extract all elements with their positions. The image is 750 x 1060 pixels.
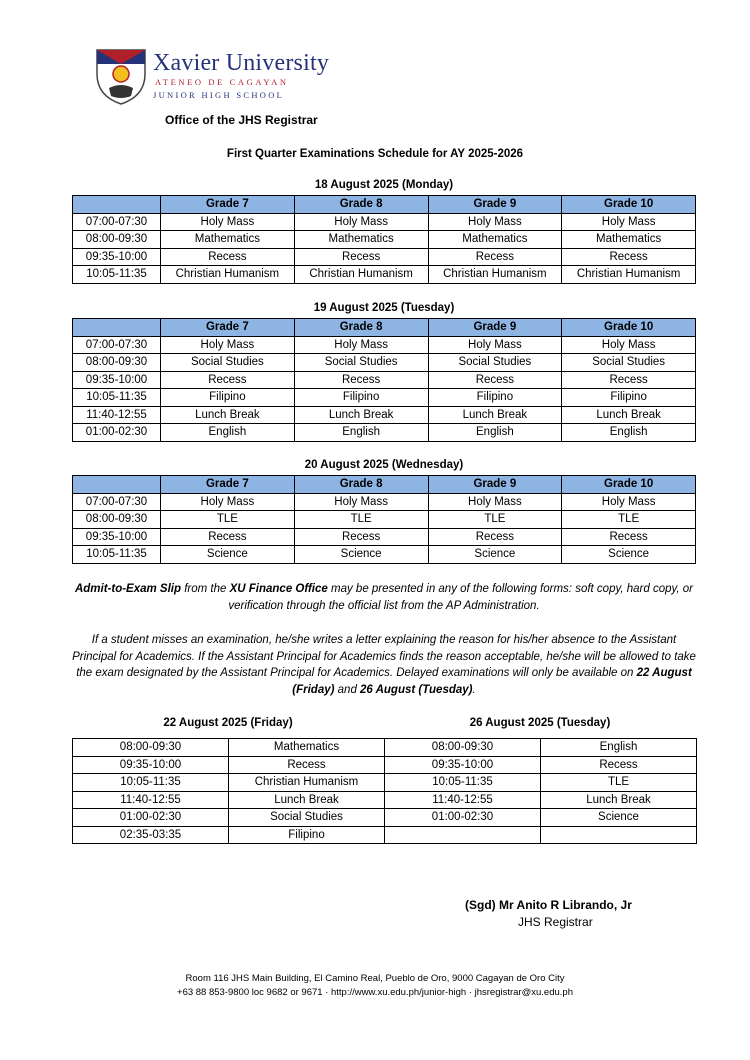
university-logo [95,48,345,106]
time-cell: 10:05-11:35 [73,266,161,284]
table-row [73,493,696,511]
subject-cell: Christian Humanism [562,266,696,284]
time-cell: 10:05-11:35 [385,774,541,792]
subject-cell: Holy Mass [294,493,428,511]
subject-cell: Science [294,546,428,564]
table-row [73,528,696,546]
subject-cell: Christian Humanism [428,266,562,284]
subject-cell: Social Studies [562,354,696,372]
subject-cell: Recess [541,756,697,774]
subject-cell: Lunch Break [428,406,562,424]
subject-cell: Holy Mass [161,336,295,354]
subject-cell: Recess [229,756,385,774]
table-row [73,756,697,774]
makeup-day-1-title: 22 August 2025 (Friday) [163,717,293,729]
missed-exam-note [72,632,696,698]
subject-cell: English [562,424,696,442]
makeup-day-2-title: 26 August 2025 (Tuesday) [469,717,611,729]
table-row [73,739,697,757]
header-blank-cell [73,196,161,214]
subject-cell: Recess [294,371,428,389]
subject-cell: Science [428,546,562,564]
subject-cell: Science [562,546,696,564]
time-cell: 09:35-10:00 [73,371,161,389]
subject-cell: Filipino [562,389,696,407]
table-row [73,774,697,792]
subject-cell: Holy Mass [428,493,562,511]
day-2-schedule-table [72,318,696,442]
table-row [73,371,696,389]
subject-cell: Recess [428,528,562,546]
grade-header: Grade 8 [294,319,428,337]
time-cell: 01:00-02:30 [73,424,161,442]
table-row [73,248,696,266]
time-cell: 11:40-12:55 [73,406,161,424]
table-row [73,389,696,407]
note-text: may be presented in any of the following forms: soft copy, hard copy, or verification through the official list from the AP Administration. [228,583,694,612]
subject-cell: Lunch Break [294,406,428,424]
time-cell: 09:35-10:00 [73,756,229,774]
subject-cell: Holy Mass [562,493,696,511]
subject-cell: Lunch Break [562,406,696,424]
subject-cell: Recess [562,528,696,546]
table-row [73,826,697,844]
subject-cell: Science [161,546,295,564]
subject-cell: Recess [161,371,295,389]
note-text: and [334,683,361,696]
time-cell: 08:00-09:30 [73,739,229,757]
subject-cell: Social Studies [428,354,562,372]
subject-cell: Mathematics [161,231,295,249]
subject-cell: Christian Humanism [161,266,295,284]
header-blank-cell [73,476,161,494]
subject-cell: Lunch Break [161,406,295,424]
subject-cell: Social Studies [229,809,385,827]
subject-cell: Holy Mass [161,213,295,231]
grade-header: Grade 9 [428,319,562,337]
subject-cell: Mathematics [562,231,696,249]
shield-icon [95,48,147,106]
subject-cell: Recess [562,248,696,266]
subject-cell: Filipino [161,389,295,407]
time-cell: 11:40-12:55 [73,791,229,809]
subject-cell: Recess [161,248,295,266]
grade-header: Grade 9 [428,476,562,494]
time-cell: 09:35-10:00 [73,248,161,266]
table-row [73,424,696,442]
subject-cell: Holy Mass [562,336,696,354]
time-cell: 01:00-02:30 [385,809,541,827]
time-cell: 08:00-09:30 [73,231,161,249]
time-cell: 08:00-09:30 [385,739,541,757]
table-row [73,213,696,231]
note-text: If a student misses an examination, he/she writes a letter explaining the reason for his/her absence to the Assistant Principal for Academics. If the Assistant Principal for Academics finds the reason acceptable, he/she will be allowed to take the exam designated by the Assistant Principal for Academics. Delayed examinations will only be available on [72,634,696,679]
signatory-role: JHS Registrar [518,915,593,929]
table-row [73,791,697,809]
subject-cell: Holy Mass [428,336,562,354]
time-cell: 08:00-09:30 [73,354,161,372]
table-row [73,546,696,564]
delayed-exam-table [72,738,697,844]
table-row [73,406,696,424]
time-cell: 09:35-10:00 [385,756,541,774]
grade-header: Grade 7 [161,319,295,337]
time-cell: 10:05-11:35 [73,389,161,407]
subject-cell: Holy Mass [294,213,428,231]
time-cell: 10:05-11:35 [73,546,161,564]
day-2-title: 19 August 2025 (Tuesday) [313,302,455,314]
time-cell: 07:00-07:30 [73,336,161,354]
subject-cell: Recess [294,528,428,546]
time-cell: 02:35-03:35 [73,826,229,844]
grade-header: Grade 10 [562,196,696,214]
table-row [73,266,696,284]
grade-header: Grade 10 [562,319,696,337]
table-header-row [73,476,696,494]
subject-cell: Recess [428,248,562,266]
subject-cell: TLE [541,774,697,792]
subject-cell: English [541,739,697,757]
table-row [73,511,696,529]
subject-cell [541,826,697,844]
subject-cell: Lunch Break [541,791,697,809]
university-name: Xavier University [153,50,330,76]
time-cell: 09:35-10:00 [73,528,161,546]
subject-cell: English [428,424,562,442]
subject-cell: Lunch Break [229,791,385,809]
table-row [73,354,696,372]
university-subtitle: ATENEO DE CAGAYAN [155,77,289,87]
day-3-title: 20 August 2025 (Wednesday) [304,459,464,471]
subject-cell: Science [541,809,697,827]
subject-cell: Filipino [294,389,428,407]
page-title: First Quarter Examinations Schedule for AY 2025-2026 [226,148,524,160]
subject-cell: Recess [428,371,562,389]
subject-cell: Recess [562,371,696,389]
subject-cell: TLE [428,511,562,529]
time-cell: 01:00-02:30 [73,809,229,827]
finance-office-term: XU Finance Office [229,583,328,595]
table-row [73,231,696,249]
subject-cell: Holy Mass [161,493,295,511]
day-1-title: 18 August 2025 (Monday) [314,179,454,191]
table-header-row [73,319,696,337]
subject-cell: Holy Mass [428,213,562,231]
time-cell: 10:05-11:35 [73,774,229,792]
grade-header: Grade 8 [294,476,428,494]
subject-cell: TLE [562,511,696,529]
header-blank-cell [73,319,161,337]
time-cell [385,826,541,844]
admit-slip-term: Admit-to-Exam Slip [74,583,182,595]
time-cell: 08:00-09:30 [73,511,161,529]
footer-contact: +63 88 853-9800 loc 9682 or 9671 · http://www.xu.edu.ph/junior-high · jhsregistrar@xu.edu.ph [177,987,573,998]
subject-cell: Holy Mass [294,336,428,354]
subject-cell: Filipino [428,389,562,407]
subject-cell: Mathematics [428,231,562,249]
time-cell: 07:00-07:30 [73,493,161,511]
subject-cell: Holy Mass [562,213,696,231]
note-text: from the [181,583,230,595]
subject-cell: Social Studies [294,354,428,372]
subject-cell: Christian Humanism [229,774,385,792]
subject-cell: English [294,424,428,442]
grade-header: Grade 10 [562,476,696,494]
subject-cell: English [161,424,295,442]
time-cell: 11:40-12:55 [385,791,541,809]
grade-header: Grade 8 [294,196,428,214]
grade-header: Grade 7 [161,196,295,214]
subject-cell: Social Studies [161,354,295,372]
footer-address: Room 116 JHS Main Building, El Camino Real, Pueblo de Oro, 9000 Cagayan de Oro City [185,973,565,984]
school-name: JUNIOR HIGH SCHOOL [153,90,285,100]
signatory-name: (Sgd) Mr Anito R Librando, Jr [465,898,632,912]
subject-cell: Recess [161,528,295,546]
table-header-row [73,196,696,214]
table-row [73,809,697,827]
subject-cell: Mathematics [294,231,428,249]
subject-cell: TLE [294,511,428,529]
subject-cell: Recess [294,248,428,266]
delayed-date-2: 26 August (Tuesday) [360,683,473,696]
note-text: . [472,683,476,696]
delayed-date-1: 22 August (Friday) [292,667,692,696]
subject-cell: TLE [161,511,295,529]
day-1-schedule-table [72,195,696,284]
office-name: Office of the JHS Registrar [165,113,318,127]
time-cell: 07:00-07:30 [73,213,161,231]
subject-cell: Filipino [229,826,385,844]
grade-header: Grade 7 [161,476,295,494]
day-3-schedule-table [72,475,696,564]
subject-cell: Mathematics [229,739,385,757]
table-row [73,336,696,354]
grade-header: Grade 9 [428,196,562,214]
admit-slip-note [72,581,696,614]
subject-cell: Christian Humanism [294,266,428,284]
